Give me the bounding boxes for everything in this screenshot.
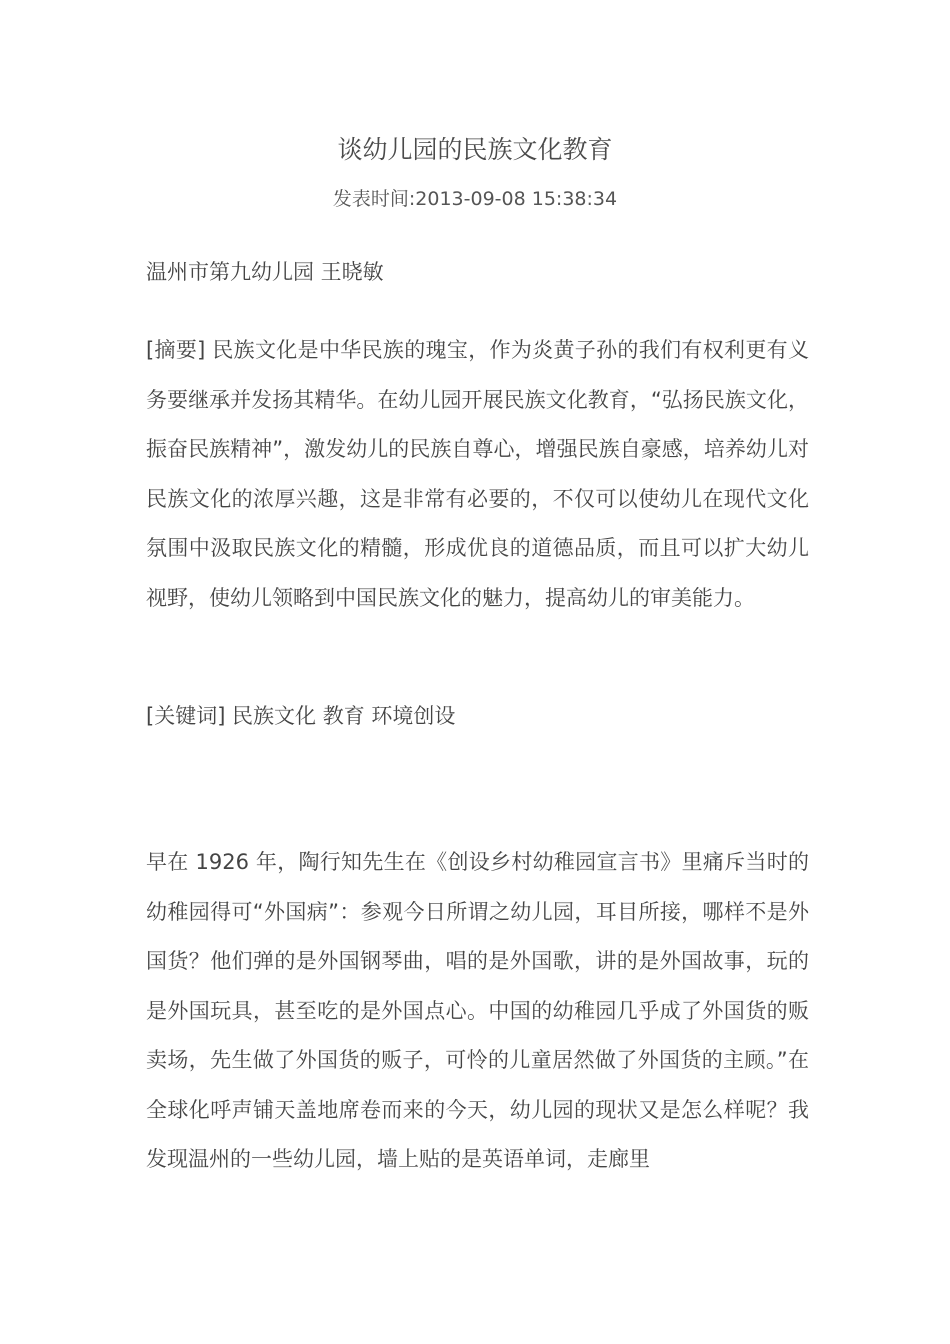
publish-time: 发表时间:2013-09-08 15:38:34	[332, 188, 618, 210]
author-line: 温州市第九幼儿园 王晓敏	[146, 260, 384, 284]
body-paragraph: 早在 1926 年，陶行知先生在《创设乡村幼稚园宣言书》里痛斥当时的幼稚园得可“外国病”：参观今日所谓之幼儿园，耳目所接，哪样不是外国货？他们弹的是外国钢琴曲，唱的是外国歌，讲的是外国故事，玩的是外国玩具，甚至吃的是外国点心。中国的幼稚园几乎成了外国货的贩卖场，先生做了外国货的贩子，可怜的儿童居然做了外国货的主顾。”在全球化呼声铺天盖地席卷而来的今天，幼儿园的现状又是怎么样呢？我发现温州的一些幼儿园，墙上贴的是英语单词，走廊里	[146, 850, 809, 1171]
keywords-line: [关键词] 民族文化 教育 环境创设	[146, 704, 456, 728]
abstract-paragraph: [摘要] 民族文化是中华民族的瑰宝，作为炎黄子孙的我们有权利更有义务要继承并发扬其精华。在幼儿园开展民族文化教育，“弘扬民族文化，振奋民族精神”，激发幼儿的民族自尊心，增强民族自豪感，培养幼儿对民族文化的浓厚兴趣，这是非常有必要的，不仅可以使幼儿在现代文化氛围中汲取民族文化的精髓，形成优良的道德品质，而且可以扩大幼儿视野，使幼儿领略到中国民族文化的魅力，提高幼儿的审美能力。	[146, 338, 809, 610]
article-title: 谈幼儿园的民族文化教育	[337, 135, 613, 164]
